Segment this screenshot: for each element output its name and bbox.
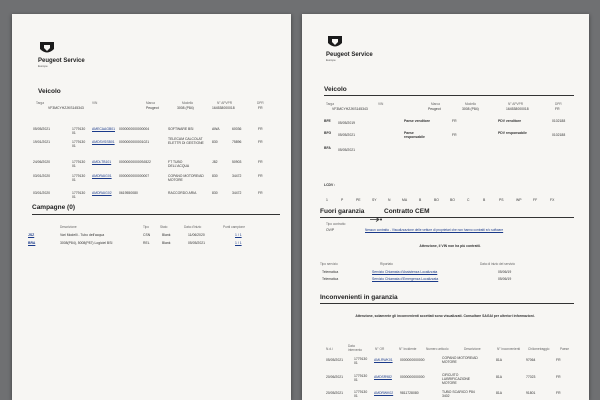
header-dpr: DPR — [257, 101, 264, 105]
incident-motive: 81A — [496, 391, 503, 395]
vehicle-vin: VF3MCYHZJKS145343 — [332, 107, 368, 111]
row-motive: 830 — [212, 191, 218, 195]
header-apvpr: N° APVPR — [217, 101, 233, 105]
incident-num: 1779130 01 — [354, 357, 368, 365]
lcdv-code: PE — [356, 198, 361, 202]
cem-header-type: Tipo contratto — [326, 222, 346, 226]
info-label2: PDV responsabile — [498, 131, 527, 135]
row-motive: 830 — [212, 140, 218, 144]
peugeot-lion-icon — [38, 40, 56, 56]
vehicle-model: 3008 (P84) — [462, 107, 479, 111]
campaign-desc: 3008(P84), 5008(P87) Logiciel BSI — [60, 241, 113, 245]
campaign-points-link[interactable]: 1 / 1 — [235, 241, 242, 245]
row-country: FR — [258, 127, 263, 131]
incident-header-km: Chilometraggio — [528, 347, 550, 351]
cem-type: OV/P — [326, 228, 335, 232]
campaign-tipo: CSN — [143, 233, 151, 237]
lcdv-label: LCDV : — [324, 183, 336, 187]
incident-header-desc: Descrizione — [464, 347, 481, 351]
incident-code-link[interactable]: AMDSR982 — [374, 375, 392, 379]
row-num: 1779130 01 — [72, 160, 86, 168]
campaign-header-tipo: Tipo — [143, 225, 150, 229]
incident-code-link[interactable]: AMLRWK01 — [374, 358, 393, 362]
vehicle-dpr: FR — [555, 107, 560, 111]
contract-date: 05/06/19 — [498, 270, 512, 274]
campaign-header-punti: Punti campione — [223, 225, 245, 229]
incident-date: 20/05/2021 — [326, 391, 343, 395]
campaign-date: 11/06/2020 — [188, 233, 205, 237]
brand-sub: Europe — [326, 58, 336, 62]
row-desc: RACCORDO ARIA — [168, 191, 197, 195]
campaign-desc: Vari Modelli - Tubo dell'acqua — [60, 233, 105, 237]
incident-country: FR — [556, 358, 561, 362]
row-ref: 0000000000000007 — [119, 174, 150, 178]
row-desc: COPANO MOTORE/AD MOTORE — [168, 174, 204, 182]
vehicle-apvpr: 164538000018 — [506, 107, 529, 111]
row-code-link[interactable]: AMDRAIG01 — [92, 174, 112, 178]
incident-km: 77023 — [526, 375, 536, 379]
row-date: 03/01/2020 — [33, 174, 50, 178]
row-ref: 0619550080 — [119, 191, 138, 195]
info-value2: 0102188 — [552, 133, 566, 137]
row-ref: 0000000000000004 — [119, 127, 150, 131]
header-marca: Marca — [146, 101, 155, 105]
incident-ref: 0000000000000 — [400, 375, 425, 379]
row-km: 50903 — [232, 160, 242, 164]
incident-ref: 0000000000000 — [400, 358, 425, 362]
row-date: 19/01/2021 — [33, 140, 50, 144]
campaign-code-link[interactable]: JSZ — [28, 233, 35, 237]
row-km: 75896 — [232, 140, 242, 144]
row-desc: FT TUBO DELL'ACQUA — [168, 160, 190, 168]
header-targa: Targa — [36, 101, 44, 105]
veicolo-title: Veicolo — [38, 88, 61, 95]
incidents-notice: Attenzione, solamente gli inconvenienti accettati sono visualizzati. Consultare SAGAI per ulteriori informazioni. — [355, 314, 535, 318]
row-country: FR — [258, 174, 263, 178]
row-motive: 830 — [212, 174, 218, 178]
vehicle-brand: Peugeot — [146, 106, 159, 110]
lcdv-code: B — [419, 198, 422, 202]
vehicle-model: 3008 (P84) — [177, 106, 194, 110]
incident-header-ndi: N.d.i — [326, 347, 333, 351]
row-date: 03/01/2020 — [33, 191, 50, 195]
lcdv-code: BO — [450, 198, 455, 202]
campaign-points-link[interactable]: 1 / 1 — [235, 233, 242, 237]
contracts-header-type: Tipo servizio — [320, 262, 338, 266]
info-key: BFA — [324, 146, 331, 150]
lcdv-code: PS — [499, 198, 504, 202]
info-value: FR — [452, 119, 457, 123]
row-km: 34472 — [232, 191, 242, 195]
row-num: 1779130 01 — [72, 127, 86, 135]
incident-header-count: N° inconvenienti — [497, 347, 521, 351]
lcdv-code: WP — [516, 198, 522, 202]
incident-desc: CIRCUITO LUBRIFICAZIONE MOTORE — [442, 373, 471, 385]
lcdv-code: C — [467, 198, 470, 202]
incident-desc: COPANO MOTORE/AD MOTORE — [442, 356, 478, 364]
section-divider — [32, 214, 280, 215]
contract-type: Telematica — [322, 277, 339, 281]
lcdv-code: B — [483, 198, 486, 202]
incident-country: FR — [556, 391, 561, 395]
info-date: 05/05/2021 — [338, 133, 355, 137]
header-vin: VIN — [92, 101, 98, 105]
cem-label: Contratto CEM — [384, 208, 430, 215]
row-desc: SOFTWARE BSI — [168, 127, 194, 131]
cem-icon — [370, 209, 382, 214]
vehicle-dpr: FR — [258, 106, 263, 110]
incident-header-country: Paese — [560, 347, 570, 351]
incident-header-or: N° OR — [375, 347, 385, 351]
row-country: FR — [258, 160, 263, 164]
header-targa: Targa — [326, 102, 334, 106]
lcdv-code: MA — [402, 198, 408, 202]
header-dpr: DPR — [555, 102, 562, 106]
row-date: 05/05/2021 — [33, 127, 50, 131]
lcdv-code: SY — [372, 198, 377, 202]
brand-block — [326, 34, 373, 62]
incident-num: 1779130 01 — [354, 374, 368, 382]
campaign-stato: Blank — [162, 233, 171, 237]
info-label2: PDV venditore — [498, 119, 522, 123]
row-num: 1779130 01 — [72, 191, 86, 199]
info-value: FR — [452, 133, 457, 137]
cem-notice: Attenzione, il VIN non ha più contratti. — [419, 244, 481, 248]
row-code-link[interactable]: AMDSVSSB01 — [92, 140, 115, 144]
veicolo-title: Veicolo — [324, 86, 347, 93]
campaign-code-link[interactable]: BRA — [28, 241, 36, 245]
campaign-header-desc: Descrizione — [60, 225, 77, 229]
row-motive: AWA — [212, 127, 220, 131]
row-country: FR — [258, 191, 263, 195]
campagne-title: Campagne (0) — [32, 204, 75, 211]
contract-date: 05/06/19 — [498, 277, 512, 281]
info-date: 05/05/2019 — [338, 121, 355, 125]
row-km: 60036 — [232, 127, 242, 131]
header-vin: VIN — [378, 102, 384, 106]
campaign-header-date: Data d'inizio — [184, 225, 202, 229]
incident-date: 20/06/2021 — [326, 375, 343, 379]
row-num: 1779130 01 — [72, 174, 86, 182]
campaign-tipo: REL — [143, 241, 150, 245]
info-key: BFG — [324, 131, 332, 135]
row-motive: J82 — [212, 160, 218, 164]
row-ref: 0000000000009J822 — [119, 160, 151, 164]
section-divider — [324, 95, 574, 96]
row-desc: TELECAM CALCOLAT ELETTR DI GESTIONE — [168, 137, 204, 145]
garanzia-title: Fuori garanzia — [320, 208, 365, 215]
info-key: BFE — [324, 119, 331, 123]
header-modello: Modello — [182, 101, 194, 105]
row-code-link[interactable]: AMDRAIG02 — [92, 191, 112, 195]
row-code-link[interactable]: AMDLTB101 — [92, 160, 112, 164]
header-modello: Modello — [465, 102, 477, 106]
incident-country: FR — [556, 375, 561, 379]
incident-km: 97064 — [526, 358, 536, 362]
incident-header-article: Numero articolo — [426, 347, 449, 351]
lcdv-code: 1 — [326, 198, 328, 202]
brand-block — [38, 40, 85, 68]
vehicle-vin: VF3MCYHZJKS145343 — [48, 106, 84, 110]
brand-sub: Europe — [38, 64, 48, 68]
vehicle-apvpr: 164538000018 — [212, 106, 235, 110]
incident-header-incident: N° Incidente — [399, 347, 417, 351]
cem-no-contract-link[interactable]: Nessun contratto - Visualizzazione delle vetture di proprietari che non hanno contratti e/o software — [365, 228, 504, 232]
header-apvpr: N° APVPR — [508, 102, 524, 106]
info-label: Paese responsabile — [404, 131, 425, 139]
campaign-header-stato: Stato — [160, 225, 168, 229]
lcdv-code: BO — [434, 198, 439, 202]
header-marca: Marca — [431, 102, 440, 106]
brand-name: Peugeot Service — [38, 58, 85, 64]
incident-desc: TUBO SCARICO P84 3402 — [442, 390, 475, 398]
info-date: 05/05/2021 — [338, 148, 355, 152]
incident-ref: 9811728080 — [400, 391, 419, 395]
row-km: 34472 — [232, 174, 242, 178]
brand-name: Peugeot Service — [326, 52, 373, 58]
contract-desc-link[interactable]: Servizio Chiamata d'Assistenza Localizzata — [372, 270, 438, 274]
left-sheet — [12, 14, 291, 400]
peugeot-lion-icon — [326, 34, 344, 50]
lcdv-code: FX — [550, 198, 555, 202]
incident-header-date: Data intervento — [348, 344, 362, 352]
contract-desc-link[interactable]: Servizio Chiamata d'Emergenza Localizzata — [372, 277, 439, 281]
incident-km: 91801 — [526, 391, 536, 395]
campaign-date: 05/05/2021 — [188, 241, 205, 245]
section-divider — [320, 303, 574, 304]
row-country: FR — [258, 140, 263, 144]
incident-num: 1779130 01 — [354, 390, 368, 398]
row-date: 24/06/2020 — [33, 160, 50, 164]
contracts-header-desc: Riportato — [380, 262, 393, 266]
incident-motive: 81A — [496, 375, 503, 379]
incident-date: 05/05/2021 — [326, 358, 343, 362]
lcdv-code: P — [341, 198, 344, 202]
info-value2: 0102188 — [552, 119, 566, 123]
campaign-stato: Blank — [162, 241, 171, 245]
lcdv-code: N — [388, 198, 391, 202]
row-num: 1779130 01 — [72, 140, 86, 148]
section-divider — [320, 217, 574, 218]
right-sheet — [302, 14, 589, 400]
row-code-link[interactable]: AMECAAGB01 — [92, 127, 115, 131]
contract-type: Telematica — [322, 270, 339, 274]
incidents-title: Inconvenienti in garanzia — [320, 294, 398, 301]
row-ref: 0000000000001021 — [119, 140, 150, 144]
incident-motive: 81A — [496, 358, 503, 362]
lcdv-code: FF — [533, 198, 538, 202]
info-label: Paese venditore — [404, 119, 431, 123]
vehicle-brand: Peugeot — [428, 107, 441, 111]
incident-code-link[interactable]: AMDRWK02 — [374, 391, 394, 395]
contracts-header-date: Data di inizio del servizio — [480, 262, 516, 266]
